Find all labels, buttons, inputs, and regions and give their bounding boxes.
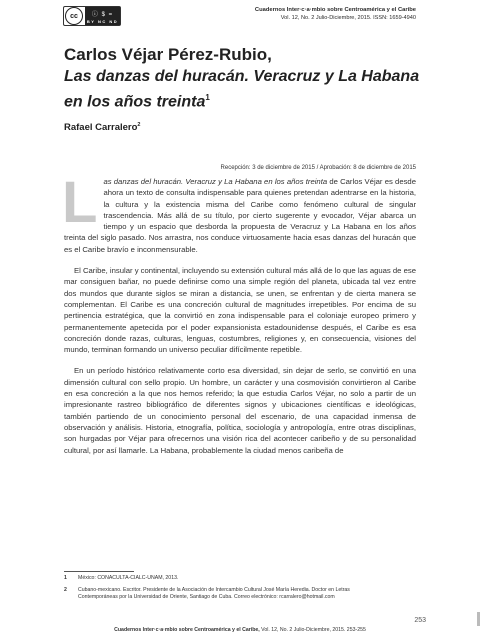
issue-info: Vol. 12, No. 2 Julio-Diciembre, 2015. ISSN: 1659-4940 — [280, 15, 416, 21]
footnote-2: 2 Cubano-mexicano. Escritor. Presidente de la Asociación de Intercambio Cultural José María Heredia. Doctor en Letras Contemporáneas por la Universidad de Oriente, Santiago de Cuba. Correo electrónico: rcarralero@hotmail.com — [64, 587, 350, 601]
paragraph-1: Las danzas del huracán. Veracruz y La Habana en los años treinta de Carlos Véjar es desde ahora un texto de consulta indispensable para quienes pretendan adentrarse en la historia, la cultura y la existencia misma del Caribe como fenómeno cultural de singular trascendencia. Más allá de su título, por cierto sugerente y evocador, Véjar abarca un tiempo y un espacio que desborda la propuesta de Veracruz y La Habana en los años treinta del siglo pasado. Nos arrastra, nos conduce virtuosamente hacia esas danzas del huracán que es el Caribe bravío e inconmensurable. — [62, 170, 416, 254]
book-title: Las danzas del huracán. Veracruz y La Habana en los años treinta$^1$ — [64, 68, 420, 111]
running-footer: Cuadernos Inter·c·a·mbio sobre Centroamérica y el Caribe, Vol. 12, No. 2 Julio-Diciembre, 2015. 253-255 — [114, 627, 366, 633]
paragraph-3: En un período histórico relativamente corto esa diversidad, sin dejar de serlo, se convirtió en una dimensión cultural con sello propio. Un hombre, un carácter y una cosmovisión convirtieron al Caribe en esa concreción a la que nos hemos referido; la que estudia Carlos Véjar, no solo a partir de un impresionante rastreo bibliográfico de diferentes signos y ubicaciones científicas e ideológicas, también partiendo de un conocimiento personal del escenario, de una capacidad inmensa de observación y análisis. Historia, etnografía, política, sociología y antropología, entre otras disciplinas, son hurgadas por Véjar para ofrecernos una visión rica del acontecer caribeño y de su personalidad cultural, por así llamarle. La Habana, probablemente la ciudad menos caribeña de — [64, 366, 416, 455]
reception-dates: Recepción: 3 de diciembre de 2015 / Aprobación: 8 de diciembre de 2015 — [220, 165, 416, 171]
journal-name: Cuadernos Inter·c·a·mbio sobre Centroamérica y el Caribe — [254, 7, 416, 13]
article-author: Rafael Carralero$^2$ — [64, 122, 141, 134]
license-icons: ⓘ $ = — [91, 11, 114, 18]
title-block — [64, 44, 424, 112]
footnote-ref-2[interactable]: 2 — [137, 122, 141, 128]
article-body — [62, 170, 416, 466]
footnotes — [64, 575, 364, 607]
drop-cap: L — [62, 170, 98, 235]
footnote-1: 1 México: CONACULTA-CIALC-UNAM, 2013. — [64, 575, 179, 581]
running-header — [255, 6, 416, 22]
license-text: BY NC ND — [86, 18, 119, 24]
cc-icon: cc — [65, 7, 83, 25]
book-title-inline: as danzas del huracán. Veracruz y La Habana en los años treinta — [103, 177, 328, 186]
footnote-divider — [64, 571, 134, 572]
footnote-ref-1[interactable]: 1 — [205, 93, 210, 102]
page-number: 253 — [414, 617, 426, 624]
reviewed-author: Carlos Véjar Pérez-Rubio, — [64, 45, 272, 64]
creative-commons-license-badge — [63, 6, 121, 26]
paragraph-2: El Caribe, insular y continental, incluyendo su extensión cultural más allá de lo que las aguas de ese mar consiguen bañar, no puede definirse como una simple región del planeta, ubicada tal vez entre dos mundos que durante siglos se miran a distancia, se unen, se enfrentan y de cierta manera se complementan. El Caribe es una concreción cultural de magnitudes irrepetibles. Por encima de su pertinencia estratégica, que la convirtió en zona indispensable para el coloniaje europeo primero y permanentemente apetecida por el poder expansionista estadounidense después, el Caribe es esa concreción donde razas, culturas, lenguas, costumbres, religiones y, en consecuencia, visiones del mundo, terminan formando un universo peculiar difícilmente repetible. — [64, 266, 416, 355]
